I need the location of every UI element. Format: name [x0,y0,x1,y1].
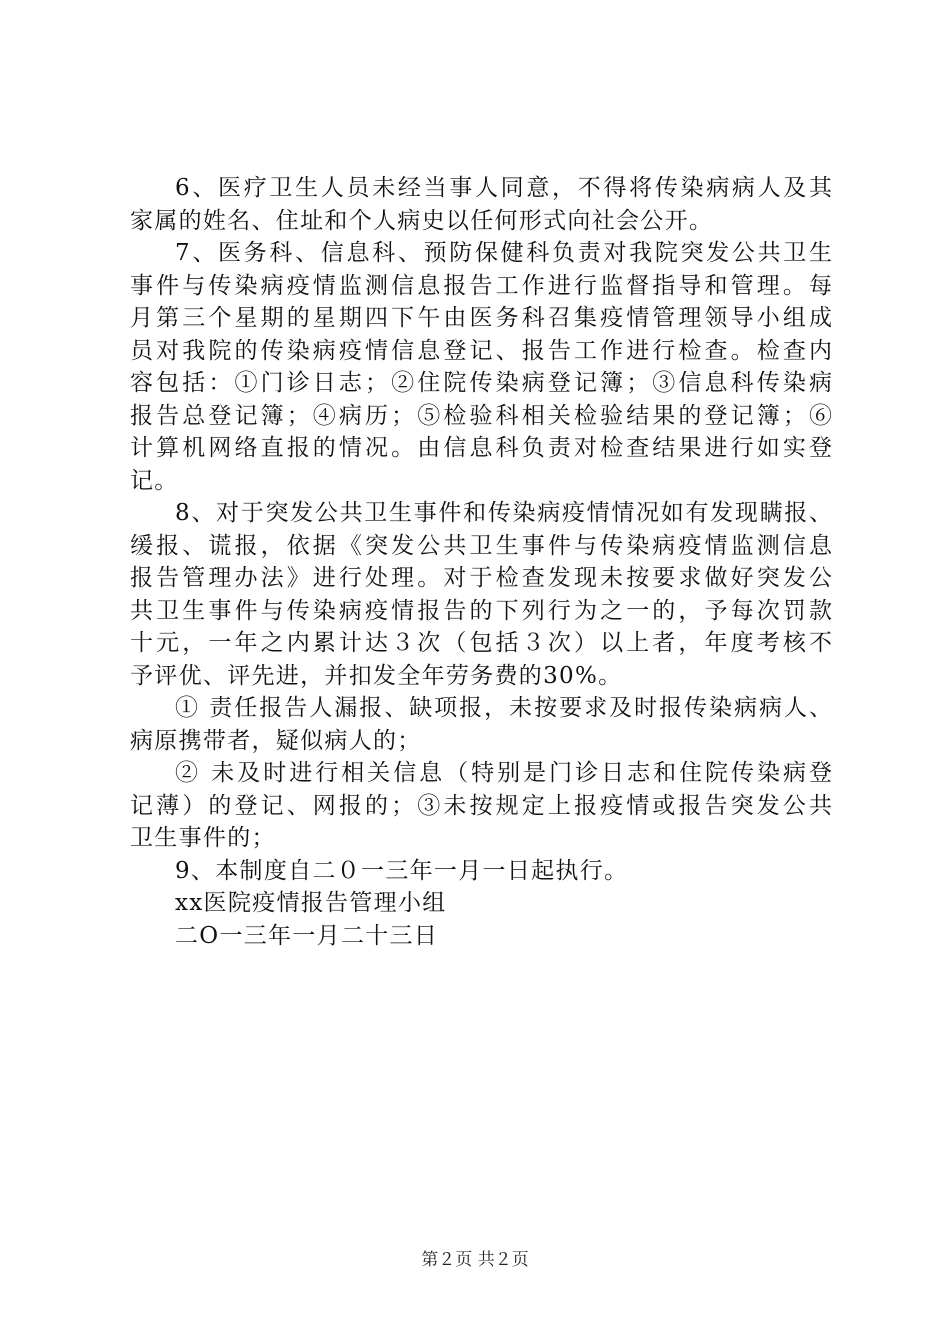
paragraph-8-line-6: 予评优、评先进，并扣发全年劳务费的30%。 [130,662,623,689]
item-1-line-1: ① 责任报告人漏报、缺项报，未按要求及时报传染病病人、 [175,695,832,721]
item-1-line-2: 病原携带者，疑似病人的； [130,727,422,754]
signature-date: 二O一三年一月二十三日 [175,922,439,949]
paragraph-7-line-2: 事件与传染病疫情监测信息报告工作进行监督指导和管理。每 [130,272,832,299]
signature-organization: xx医院疫情报告管理小组 [175,890,447,916]
item-2-line-3: 卫生事件的； [130,825,276,851]
paragraph-9: 9、本制度自二０一三年一月一日起执行。 [175,857,629,884]
page-number-footer: 第２页 共２页 [421,1250,529,1270]
paragraph-7-line-6: 报告总登记簿；④病历；⑤检验科相关检验结果的登记簿；⑥ [130,402,832,429]
paragraph-6-line-1: 6、医疗卫生人员未经当事人同意，不得将传染病病人及其 [175,175,832,201]
item-2-line-1: ② 未及时进行相关信息（特别是门诊日志和住院传染病登 [175,760,832,786]
paragraph-8-line-5: 十元，一年之内累计达３次（包括３次）以上者，年度考核不 [130,630,832,656]
paragraph-8-line-3: 报告管理办法》进行处理。对于检查发现未按要求做好突发公 [130,565,832,591]
paragraph-8-line-1: 8、对于突发公共卫生事件和传染病疫情情况如有发现瞒报、 [175,500,832,526]
paragraph-7-line-4: 员对我院的传染病疫情信息登记、报告工作进行检查。检查内 [130,337,832,364]
paragraph-6-line-2: 家属的姓名、住址和个人病史以任何形式向社会公开。 [130,207,714,234]
paragraph-7-line-8: 记。 [130,467,179,494]
paragraph-7-line-7: 计算机网络直报的情况。由信息科负责对检查结果进行如实登 [130,435,832,461]
document-body [130,172,832,952]
paragraph-7-line-1: 7、医务科、信息科、预防保健科负责对我院突发公共卫生 [175,240,832,266]
paragraph-8-line-2: 缓报、谎报，依据《突发公共卫生事件与传染病疫情监测信息 [130,532,832,559]
item-2-line-2: 记薄）的登记、网报的；③未按规定上报疫情或报告突发公共 [130,792,832,819]
paragraph-7-line-3: 月第三个星期的星期四下午由医务科召集疫情管理领导小组成 [130,305,832,331]
paragraph-7-line-5: 容包括：①门诊日志；②住院传染病登记簿；③信息科传染病 [130,370,832,396]
paragraph-8-line-4: 共卫生事件与传染病疫情报告的下列行为之一的，予每次罚款 [130,597,832,624]
